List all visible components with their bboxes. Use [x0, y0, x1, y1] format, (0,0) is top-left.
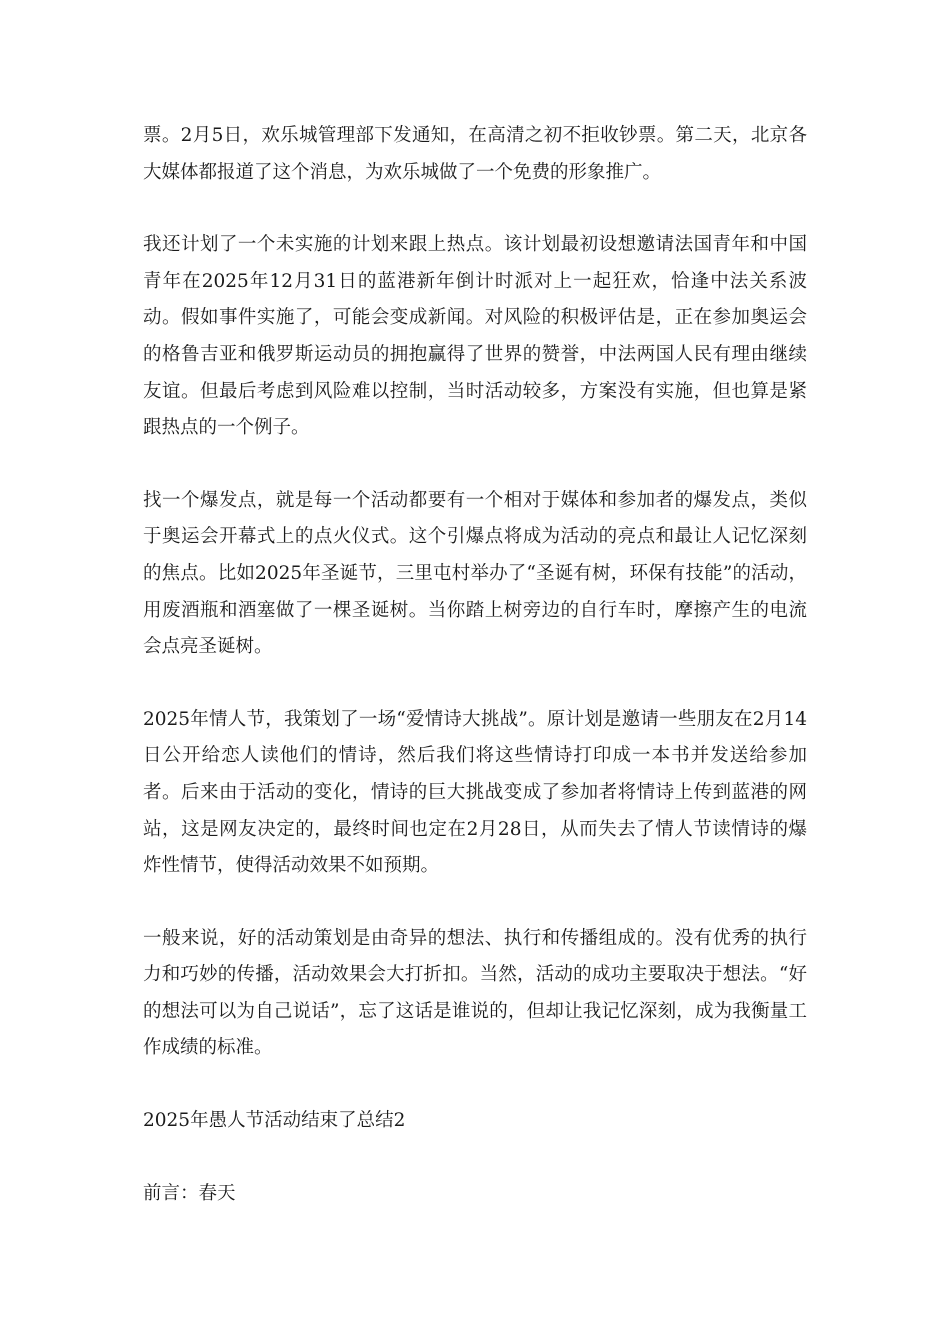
section-title: 2025年愚人节活动结束了总结2 [143, 1110, 406, 1132]
preface-line: 前言：春天 [143, 1182, 236, 1204]
paragraph-5: 一般来说，好的活动策划是由奇异的想法、执行和传播组成的。没有优秀的执行力和巧妙的传播，活动效果会大打折扣。当然，活动的成功主要取决于想法。“好的想法可以为自己说话”，忘了这话是谁说的，但却让我记忆深刻，成为我衡量工作成绩的标准。 [143, 927, 807, 1059]
paragraph-1: 票。2月5日，欢乐城管理部下发通知，在高清之初不拒收钞票。第二天，北京各大媒体都报道了这个消息，为欢乐城做了一个免费的形象推广。 [143, 125, 807, 183]
paragraph-3: 找一个爆发点，就是每一个活动都要有一个相对于媒体和参加者的爆发点，类似于奥运会开幕式上的点火仪式。这个引爆点将成为活动的亮点和最让人记忆深刻的焦点。比如2025年圣诞节，三里屯村举办了“圣诞有树，环保有技能”的活动，用废酒瓶和酒塞做了一棵圣诞树。当你踏上树旁边的自行车时，摩擦产生的电流会点亮圣诞树。 [143, 489, 807, 658]
document-body [143, 118, 807, 1248]
paragraph-2: 我还计划了一个未实施的计划来跟上热点。该计划最初设想邀请法国青年和中国青年在2025年12月31日的蓝港新年倒计时派对上一起狂欢，恰逢中法关系波动。假如事件实施了，可能会变成新闻。对风险的积极评估是，正在参加奥运会的格鲁吉亚和俄罗斯运动员的拥抱赢得了世界的赞誉，中法两国人民有理由继续友谊。但最后考虑到风险难以控制，当时活动较多，方案没有实施，但也算是紧跟热点的一个例子。 [143, 234, 807, 439]
paragraph-4: 2025年情人节，我策划了一场“爱情诗大挑战”。原计划是邀请一些朋友在2月14日公开给恋人读他们的情诗，然后我们将这些情诗打印成一本书并发送给参加者。后来由于活动的变化，情诗的巨大挑战变成了参加者将情诗上传到蓝港的网站，这是网友决定的，最终时间也定在2月28日，从而失去了情人节读情诗的爆炸性情节，使得活动效果不如预期。 [143, 708, 807, 877]
